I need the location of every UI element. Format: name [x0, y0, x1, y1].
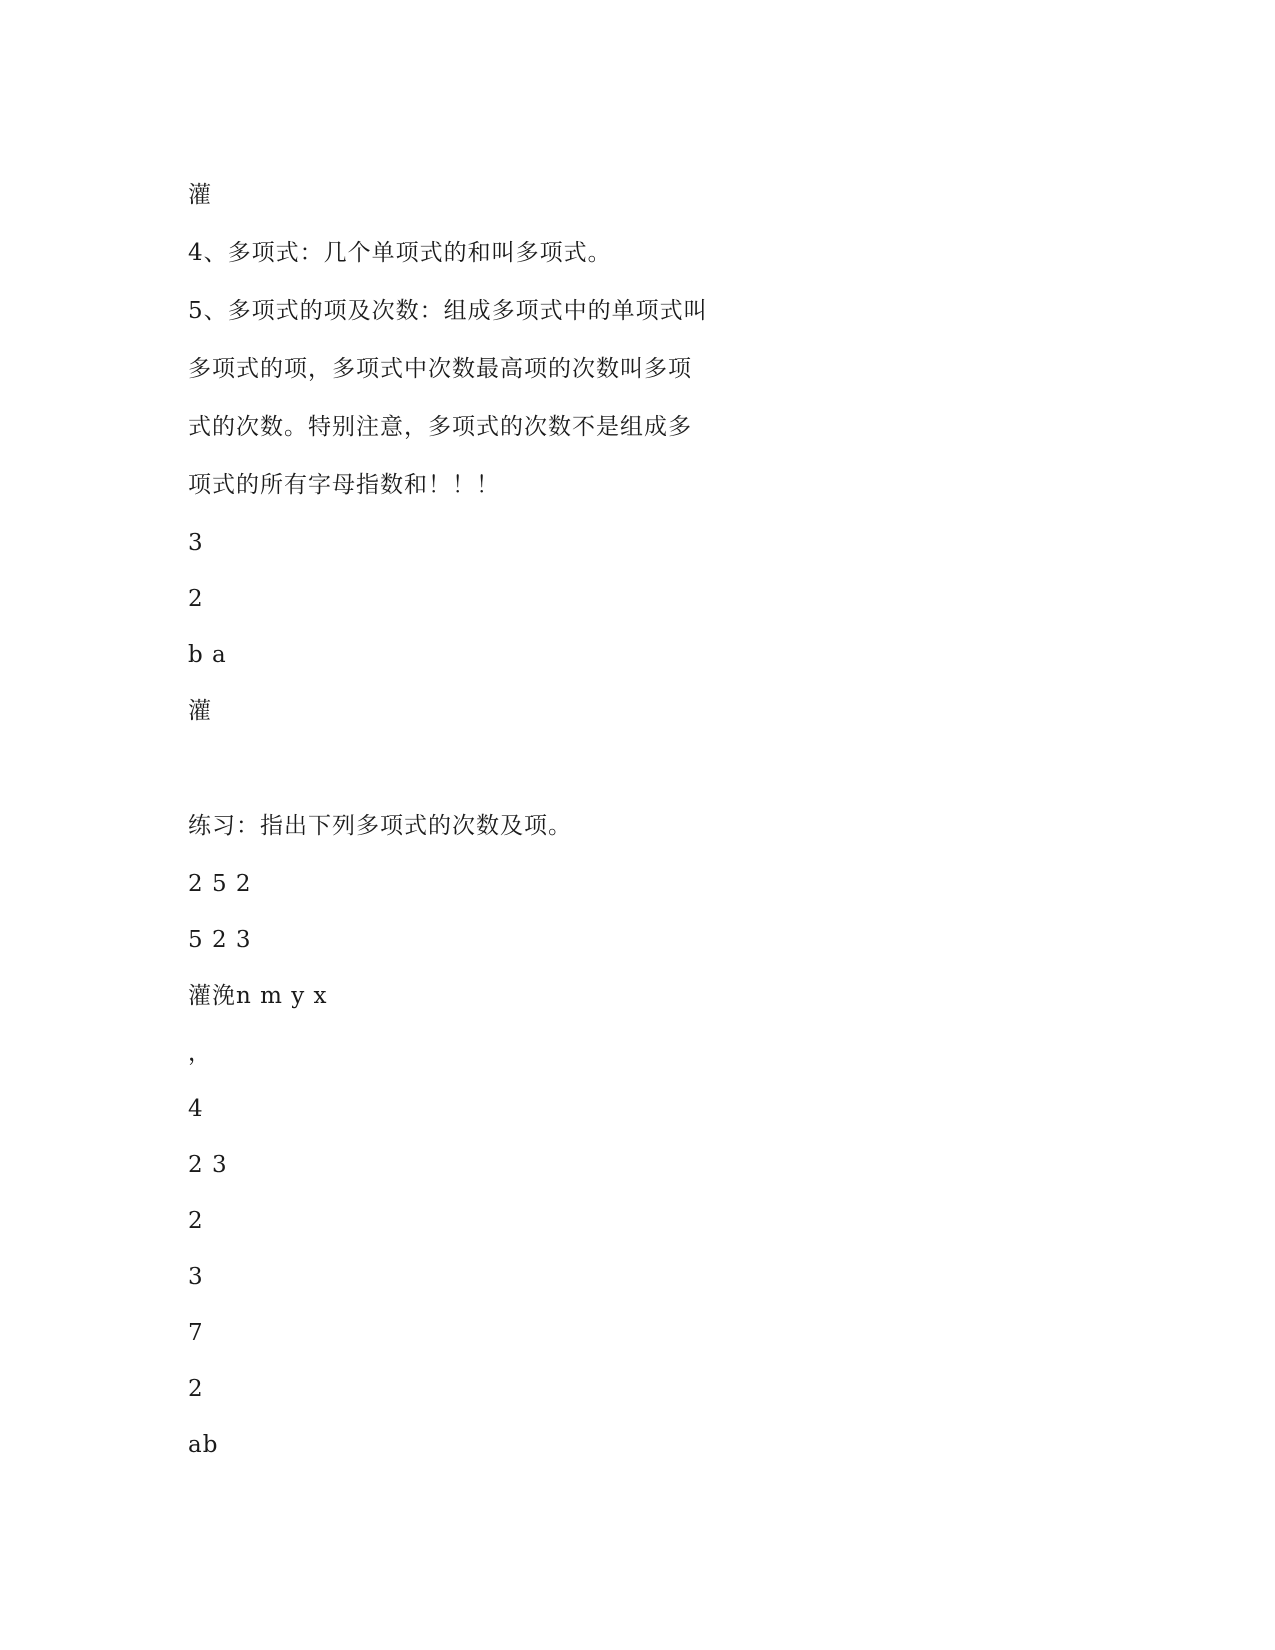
text-line: 2 3 — [188, 1152, 228, 1178]
text-line: 5 2 3 — [188, 927, 252, 953]
text-line: 2 — [188, 586, 204, 612]
text-line: 2 — [188, 1208, 204, 1234]
text-line: 项式的所有字母指数和！！！ — [188, 472, 500, 498]
text-line: 4、多项式：几个单项式的和叫多项式。 — [188, 240, 612, 266]
text-line: ab — [188, 1432, 219, 1458]
text-line: 4 — [188, 1096, 204, 1122]
text-line: 灌浼n m y x — [188, 983, 328, 1009]
text-line: 式的次数。特别注意，多项式的次数不是组成多 — [188, 414, 692, 440]
text-line: 2 — [188, 1376, 204, 1402]
text-line: 2 5 2 — [188, 871, 252, 897]
text-line: 灌 — [188, 182, 212, 208]
text-line: 多项式的项，多项式中次数最高项的次数叫多项 — [188, 356, 692, 382]
text-line: 灌 — [188, 698, 212, 724]
text-line: ， — [188, 1040, 212, 1066]
text-line: 练习：指出下列多项式的次数及项。 — [188, 813, 572, 839]
text-line: 3 — [188, 530, 204, 556]
text-line: 3 — [188, 1264, 204, 1290]
text-line: 5、多项式的项及次数：组成多项式中的单项式叫 — [188, 298, 708, 324]
text-line: b a — [188, 642, 227, 668]
text-line: 7 — [188, 1320, 204, 1346]
